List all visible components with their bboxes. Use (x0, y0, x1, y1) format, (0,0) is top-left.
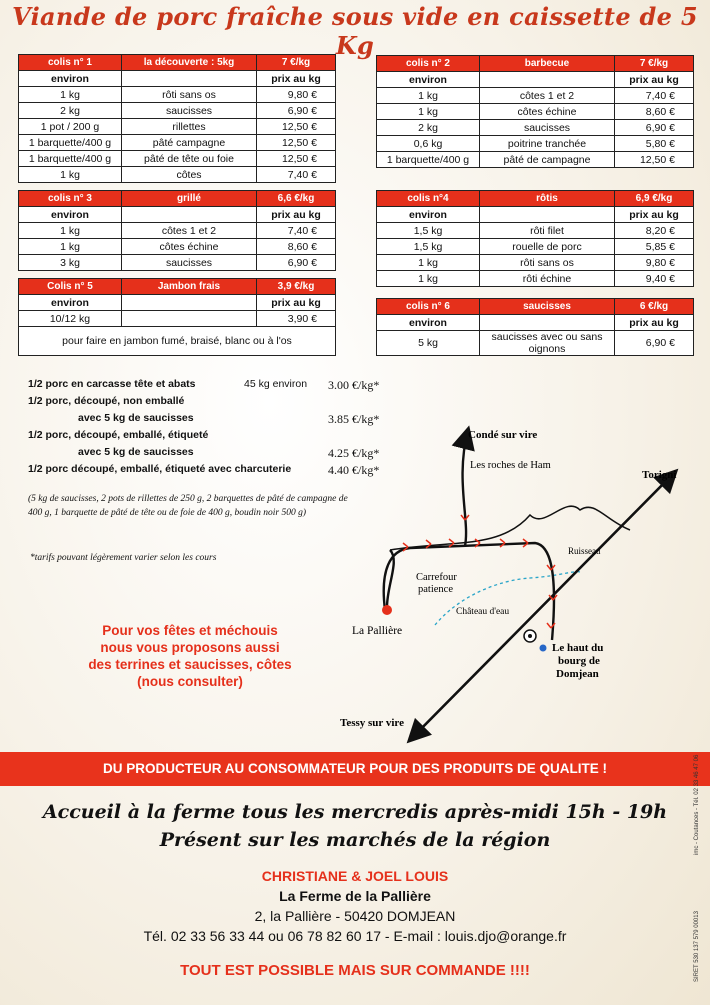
label-conde: Condé sur vire (468, 429, 538, 441)
table-row (377, 120, 694, 136)
table-cell: colis n° 1 (19, 55, 122, 71)
bulk-line-3-price: 4.25 €/kg* (328, 446, 380, 460)
table-cell: environ (19, 71, 122, 87)
label-haut-1: Le haut du (552, 642, 604, 654)
table-cell: 1 kg (19, 167, 122, 183)
table-row (19, 223, 336, 239)
order-notice: TOUT EST POSSIBLE MAIS SUR COMMANDE !!!! (180, 962, 530, 979)
bulk-line-2-price: 3.85 €/kg* (328, 412, 380, 426)
table-cell: la découverte : 5kg (122, 55, 257, 71)
table-cell: 1 barquette/400 g (377, 152, 480, 168)
table-cell: 7 €/kg (257, 55, 336, 71)
producer-names: CHRISTIANE & JOEL LOUIS (261, 868, 449, 884)
table-cell: 1 kg (19, 87, 122, 103)
table-cell: 1 kg (19, 239, 122, 255)
table-cell: 5 kg (377, 331, 480, 356)
bulk-line-3-label: 1/2 porc, découpé, emballé, étiqueté (28, 429, 209, 441)
label-chateau: Château d'eau (456, 607, 510, 617)
label-carrefour-1: Carrefour (416, 572, 457, 583)
table-cell: 1 kg (377, 104, 480, 120)
table-cell: 1,5 kg (377, 239, 480, 255)
table-cell: saucisses (122, 255, 257, 271)
table-cell: côtes échine (480, 104, 615, 120)
table-cell: 2 kg (19, 103, 122, 119)
table-cell (480, 72, 615, 88)
table-row (19, 255, 336, 271)
table-cell: rillettes (122, 119, 257, 135)
table-cell: 1,5 kg (377, 223, 480, 239)
table-row (377, 152, 694, 168)
table-cell: 6,90 € (257, 255, 336, 271)
bulk-line-3-sub: avec 5 kg de saucisses (78, 446, 194, 458)
charcuterie-detail: (5 kg de saucisses, 2 pots de rillettes de 250 g, 2 barquettes de pâté de campagne de 400 g, 1 barquette de pâté de tête ou de foie de 400 g, boudin noir 500 g) (28, 494, 348, 518)
table-cell: environ (19, 295, 122, 311)
table-subheader-row (19, 71, 336, 87)
label-haut-3: Domjean (556, 668, 599, 680)
farm-name: La Ferme de la Pallière (279, 888, 431, 904)
table-row (377, 271, 694, 287)
table-cell: 7,40 € (257, 223, 336, 239)
table-subheader-row (377, 315, 694, 331)
table-cell: 12,50 € (615, 152, 694, 168)
colis-5-table (18, 278, 336, 356)
farm-contact: Tél. 02 33 56 33 44 ou 06 78 82 60 17 - E-mail : louis.djo@orange.fr (143, 928, 567, 944)
table-row (19, 103, 336, 119)
table-cell: 1 kg (19, 223, 122, 239)
table-cell: 12,50 € (257, 135, 336, 151)
label-roches: Les roches de Ham (470, 460, 551, 471)
table-cell: pâté campagne (122, 135, 257, 151)
label-haut-2: bourg de (558, 655, 600, 667)
bulk-line-4-label: 1/2 porc découpé, emballé, étiqueté avec charcuterie (28, 463, 292, 475)
table-note-row (19, 327, 336, 356)
label-tessy: Tessy sur vire (340, 717, 404, 729)
table-subheader-row (377, 207, 694, 223)
colis-4-table (376, 190, 694, 287)
table-cell: rôti filet (480, 223, 615, 239)
markets-line: Présent sur les marchés de la région (159, 829, 551, 851)
table-row (19, 151, 336, 167)
table-row (377, 331, 694, 356)
table-cell: 6,6 €/kg (257, 191, 336, 207)
table-cell: côtes (122, 167, 257, 183)
table-cell: 10/12 kg (19, 311, 122, 327)
table-row (19, 119, 336, 135)
bulk-line-1-price: 3.00 €/kg* (328, 378, 380, 392)
table-row (19, 87, 336, 103)
table-cell: 1 kg (377, 255, 480, 271)
table-cell: 6,90 € (615, 120, 694, 136)
quality-banner: DU PRODUCTEUR AU CONSOMMATEUR POUR DES PRODUITS DE QUALITE ! (0, 752, 710, 786)
bulk-line-1 (28, 378, 408, 395)
table-cell: prix au kg (615, 72, 694, 88)
table-cell: côtes échine (122, 239, 257, 255)
colis-1-table (18, 54, 336, 183)
table-row (19, 167, 336, 183)
label-carrefour-2: patience (418, 584, 453, 595)
table-cell: 9,80 € (615, 255, 694, 271)
table-cell: 8,60 € (257, 239, 336, 255)
table-row (377, 255, 694, 271)
table-row (19, 135, 336, 151)
table-cell: rôti échine (480, 271, 615, 287)
table-cell: 6,90 € (615, 331, 694, 356)
promo-line-4: (nous consulter) (137, 674, 243, 689)
table-cell (122, 295, 257, 311)
table-cell: saucisses avec ou sans oignons (480, 331, 615, 356)
table-cell: 7,40 € (257, 167, 336, 183)
opening-hours (0, 798, 710, 854)
table-cell: 12,50 € (257, 151, 336, 167)
table-header-row (377, 56, 694, 72)
table-cell: environ (377, 72, 480, 88)
table-row (377, 239, 694, 255)
table-cell: environ (19, 207, 122, 223)
siret-number: SIRET 530 137 579 00013 (694, 911, 700, 982)
table-cell: barbecue (480, 56, 615, 72)
table-cell: 3,9 €/kg (257, 279, 336, 295)
table-row (19, 311, 336, 327)
table-cell: Jambon frais (122, 279, 257, 295)
table-cell: 2 kg (377, 120, 480, 136)
table-cell: pâté de campagne (480, 152, 615, 168)
table-cell: prix au kg (257, 295, 336, 311)
colis-6-table (376, 298, 694, 356)
colis-3-table (18, 190, 336, 271)
access-map (330, 410, 710, 755)
table-cell: 1 kg (377, 271, 480, 287)
page-title: Viande de porc fraîche sous vide en caissette de 5 Kg (12, 2, 698, 60)
table-cell: prix au kg (257, 207, 336, 223)
table-cell (480, 207, 615, 223)
table-cell: 9,40 € (615, 271, 694, 287)
table-row (377, 223, 694, 239)
table-cell: 9,80 € (257, 87, 336, 103)
label-ruisseau: Ruisseau (568, 546, 601, 556)
table-header-row (377, 191, 694, 207)
table-cell: prix au kg (615, 207, 694, 223)
table-cell: 8,20 € (615, 223, 694, 239)
table-cell: colis n° 2 (377, 56, 480, 72)
table-cell: saucisses (480, 299, 615, 315)
table-row (377, 104, 694, 120)
table-cell: environ (377, 315, 480, 331)
table-cell: grillé (122, 191, 257, 207)
table-cell: rouelle de porc (480, 239, 615, 255)
domjean-marker (540, 645, 547, 652)
farm-address: 2, la Pallière - 50420 DOMJEAN (254, 908, 456, 924)
table-cell: saucisses (480, 120, 615, 136)
table-cell: 3 kg (19, 255, 122, 271)
bulk-line-2-sub: avec 5 kg de saucisses (78, 412, 194, 424)
table-cell: pâté de tête ou foie (122, 151, 257, 167)
table-cell (122, 207, 257, 223)
table-cell (480, 315, 615, 331)
table-cell: 1 pot / 200 g (19, 119, 122, 135)
main-road (384, 543, 554, 640)
promo-line-2: nous vous proposons aussi (100, 640, 280, 655)
table-subheader-row (19, 295, 336, 311)
table-header-row (19, 279, 336, 295)
table-cell: 3,90 € (257, 311, 336, 327)
table-cell: 0,6 kg (377, 136, 480, 152)
table-cell: colis n°4 (377, 191, 480, 207)
table-cell: saucisses (122, 103, 257, 119)
palliere-marker (382, 605, 392, 615)
bulk-line-4-price: 4.40 €/kg* (328, 463, 380, 477)
table-cell: prix au kg (615, 315, 694, 331)
table-cell: rôti sans os (480, 255, 615, 271)
table-cell: 1 barquette/400 g (19, 151, 122, 167)
table-cell: Colis n° 5 (19, 279, 122, 295)
bulk-line-1-label: 1/2 porc en carcasse tête et abats (28, 378, 196, 390)
table-header-row (19, 55, 336, 71)
tarif-note: *tarifs pouvant légèrement varier selon les cours (30, 553, 217, 563)
table-subheader-row (19, 207, 336, 223)
table-row (377, 88, 694, 104)
table-cell: côtes 1 et 2 (480, 88, 615, 104)
table-subheader-row (377, 72, 694, 88)
table-cell: côtes 1 et 2 (122, 223, 257, 239)
colis-2-table (376, 55, 694, 168)
producer-contact (0, 866, 710, 946)
table-cell: colis n° 3 (19, 191, 122, 207)
bulk-line-2-label: 1/2 porc, découpé, non emballé (28, 395, 185, 407)
table-cell: 7,40 € (615, 88, 694, 104)
table-note: pour faire en jambon fumé, braisé, blanc ou à l'os (19, 327, 336, 356)
table-cell: 8,60 € (615, 104, 694, 120)
promo-text (40, 622, 340, 690)
table-cell: 7 €/kg (615, 56, 694, 72)
table-cell: 5,85 € (615, 239, 694, 255)
table-header-row (377, 299, 694, 315)
table-cell: 1 kg (377, 88, 480, 104)
printer-credit: imc - Coutances - Tél. 02 33 46 47 06 (694, 754, 700, 855)
table-cell: poitrine tranchée (480, 136, 615, 152)
promo-line-1: Pour vos fêtes et méchouis (102, 623, 278, 638)
table-cell: colis n° 6 (377, 299, 480, 315)
table-cell (122, 71, 257, 87)
bulk-line-1-weight: 45 kg environ (244, 378, 308, 390)
table-cell: rôti sans os (122, 87, 257, 103)
opening-hours-line: Accueil à la ferme tous les mercredis après-midi 15h - 19h (42, 801, 668, 823)
table-cell: 6,90 € (257, 103, 336, 119)
table-cell: rôtis (480, 191, 615, 207)
table-cell: environ (377, 207, 480, 223)
label-torigni: Torigni (642, 469, 677, 481)
label-palliere: La Pallière (352, 625, 403, 637)
table-header-row (19, 191, 336, 207)
road-conde (463, 430, 468, 546)
table-cell: 6 €/kg (615, 299, 694, 315)
table-cell: 5,80 € (615, 136, 694, 152)
table-cell: prix au kg (257, 71, 336, 87)
table-cell: 1 barquette/400 g (19, 135, 122, 151)
table-cell: 12,50 € (257, 119, 336, 135)
table-cell (122, 311, 257, 327)
promo-line-3: des terrines et saucisses, côtes (88, 657, 292, 672)
table-cell: 6,9 €/kg (615, 191, 694, 207)
table-row (19, 239, 336, 255)
table-row (377, 136, 694, 152)
